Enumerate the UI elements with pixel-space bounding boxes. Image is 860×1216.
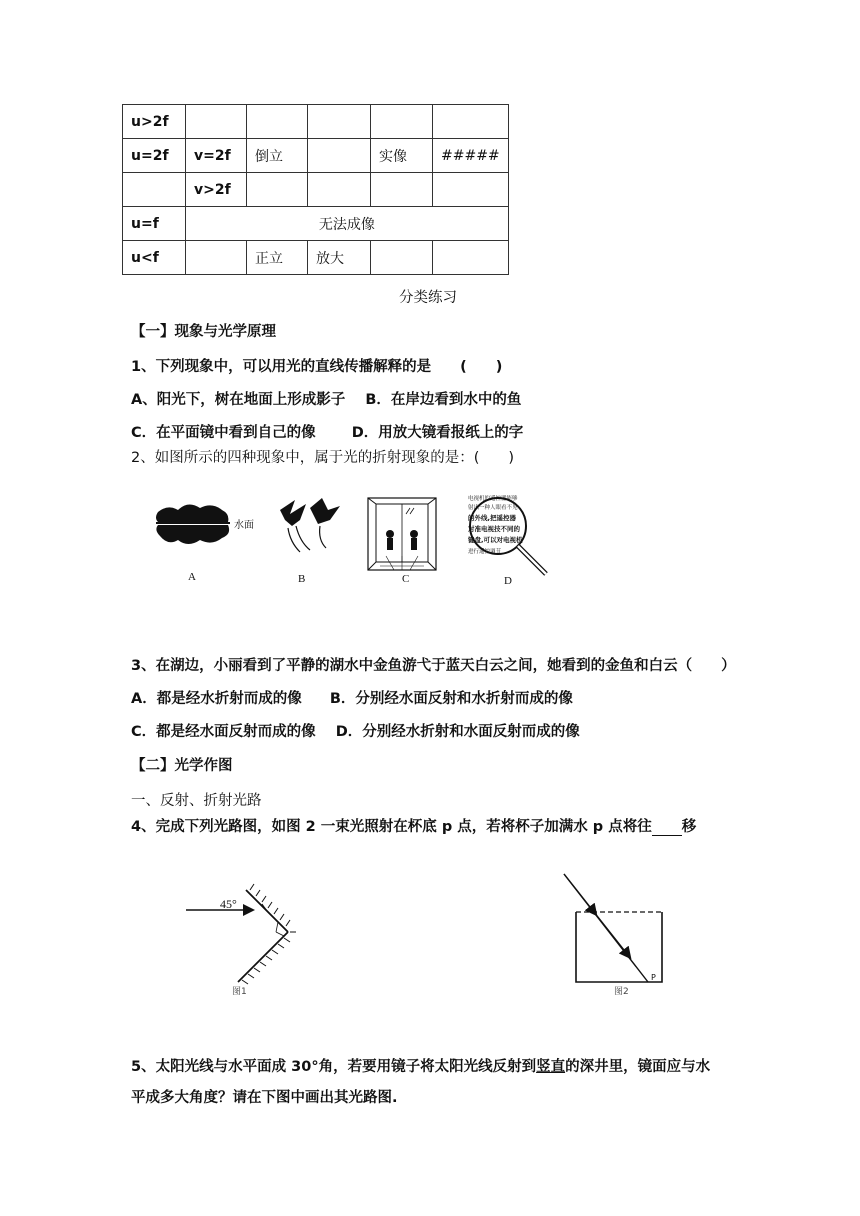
part2-sub1: 一、反射、折射光路 xyxy=(131,793,262,809)
table-cell-merged: 无法成像 xyxy=(186,207,509,241)
svg-text:进行遥控调节: 进行遥控调节 xyxy=(468,549,502,555)
table-row xyxy=(123,173,509,207)
table-cell: v=2f xyxy=(186,139,247,173)
q3-option-a xyxy=(131,687,573,708)
figure-2-caption: 图2 xyxy=(614,987,629,997)
angle-label: 45° xyxy=(220,897,237,911)
q4-figure-1 xyxy=(180,880,310,1000)
q3-option-a-text: A．都是经水折射而成的像 xyxy=(131,691,302,707)
q4-answer-blank[interactable] xyxy=(652,821,682,836)
table-cell: u=2f xyxy=(123,139,186,173)
table-cell xyxy=(308,173,371,207)
figure-a-label: A xyxy=(188,571,196,583)
q5-line-2: 平成多大角度？请在下图中画出其光路图. xyxy=(131,1090,398,1106)
q5-line-1-text: 5、太阳光线与水平面成 30°角，若要用镜子将太阳光线反射到 xyxy=(131,1059,537,1075)
q2-figure xyxy=(150,490,560,590)
table-cell xyxy=(433,105,509,139)
q4-stem xyxy=(131,815,696,836)
q4-stem-text: 4、完成下列光路图，如图 2 一束光照射在杯底 p 点，若将杯子加满水 p 点将往 xyxy=(131,819,652,835)
q2-stem: 2、如图所示的四种现象中，属于光的折射现象的是：( ) xyxy=(131,450,515,466)
q5-line-1 xyxy=(131,1055,710,1076)
figure-b-hand-shadow xyxy=(280,498,340,552)
table-cell xyxy=(371,105,433,139)
table-cell xyxy=(308,139,371,173)
q1-option-c xyxy=(131,421,523,442)
table-cell: u>2f xyxy=(123,105,186,139)
q3-option-c-text: C．都是经水面反射而成的像 xyxy=(131,724,316,740)
part2-title: 【二】光学作图 xyxy=(131,758,233,774)
table-cell xyxy=(371,241,433,275)
table-row xyxy=(123,105,509,139)
table-cell xyxy=(433,173,509,207)
q3-option-c xyxy=(131,720,580,741)
q3-option-d-text: D．分别经水折射和水面反射而成的像 xyxy=(335,724,580,740)
table-row xyxy=(123,207,509,241)
svg-text:射出一种人眼看不见: 射出一种人眼看不见 xyxy=(468,505,518,511)
q3-stem: 3、在湖边，小丽看到了平静的湖水中金鱼游弋于蓝天白云之间，她看到的金鱼和白云（ ） xyxy=(131,658,736,674)
figure-a-tree-reflection xyxy=(156,504,230,544)
q5-line-1-end: 的深井里，镜面应与水 xyxy=(565,1059,711,1075)
q1-stem: 1、下列现象中，可以用光的直线传播解释的是 ( ) xyxy=(131,359,503,375)
q1-option-a-text: A、阳光下，树在地面上形成影子 xyxy=(131,392,346,408)
q4-figure-2 xyxy=(560,870,680,1000)
table-cell xyxy=(186,241,247,275)
table-cell: 正立 xyxy=(247,241,308,275)
figure-d-label: D xyxy=(504,575,512,587)
q1-option-b-text: B．在岸边看到水中的鱼 xyxy=(365,392,522,408)
figure-1-caption: 图1 xyxy=(232,987,247,997)
q1-option-d-text: D．用放大镜看报纸上的字 xyxy=(351,425,524,441)
lens-imaging-table xyxy=(122,104,509,275)
q1-option-c-text: C．在平面镜中看到自己的像 xyxy=(131,425,316,441)
q3-option-b-text: B．分别经水面反射和水折射而成的像 xyxy=(329,691,573,707)
table-cell: v>2f xyxy=(186,173,247,207)
table-cell xyxy=(186,105,247,139)
table-cell xyxy=(247,105,308,139)
figure-d-magnifier xyxy=(467,494,546,574)
table-cell: 实像 xyxy=(371,139,433,173)
figure-c-label: C xyxy=(402,573,410,585)
table-cell xyxy=(247,173,308,207)
figure-c-mirror-room xyxy=(368,498,436,570)
table-cell: 倒立 xyxy=(247,139,308,173)
table-row xyxy=(123,241,509,275)
table-cell xyxy=(123,173,186,207)
table-cell xyxy=(371,173,433,207)
part1-title: 【一】现象与光学原理 xyxy=(131,324,276,340)
water-surface-label: 水面 xyxy=(234,520,254,531)
section-heading: 分类练习 xyxy=(399,290,457,306)
q4-stem-end: 移 xyxy=(681,819,697,835)
table-cell: u<f xyxy=(123,241,186,275)
table-cell xyxy=(308,105,371,139)
svg-text:对准电视技不同的: 对准电视技不同的 xyxy=(468,525,520,533)
table-cell: ##### xyxy=(433,139,509,173)
point-p-label: P xyxy=(651,973,656,982)
q5-underlined-word: 竖直 xyxy=(536,1059,566,1075)
table-row xyxy=(123,139,509,173)
svg-text:电视机的遥控器能够: 电视机的遥控器能够 xyxy=(468,496,518,502)
svg-text:键盘,可以对电视机: 键盘,可以对电视机 xyxy=(468,536,523,544)
svg-text:的外线,把遥控器: 的外线,把遥控器 xyxy=(468,514,516,522)
figure-b-label: B xyxy=(298,573,306,585)
table-cell: u=f xyxy=(123,207,186,241)
table-cell: 放大 xyxy=(308,241,371,275)
table-cell xyxy=(433,241,509,275)
q1-option-a xyxy=(131,388,521,409)
